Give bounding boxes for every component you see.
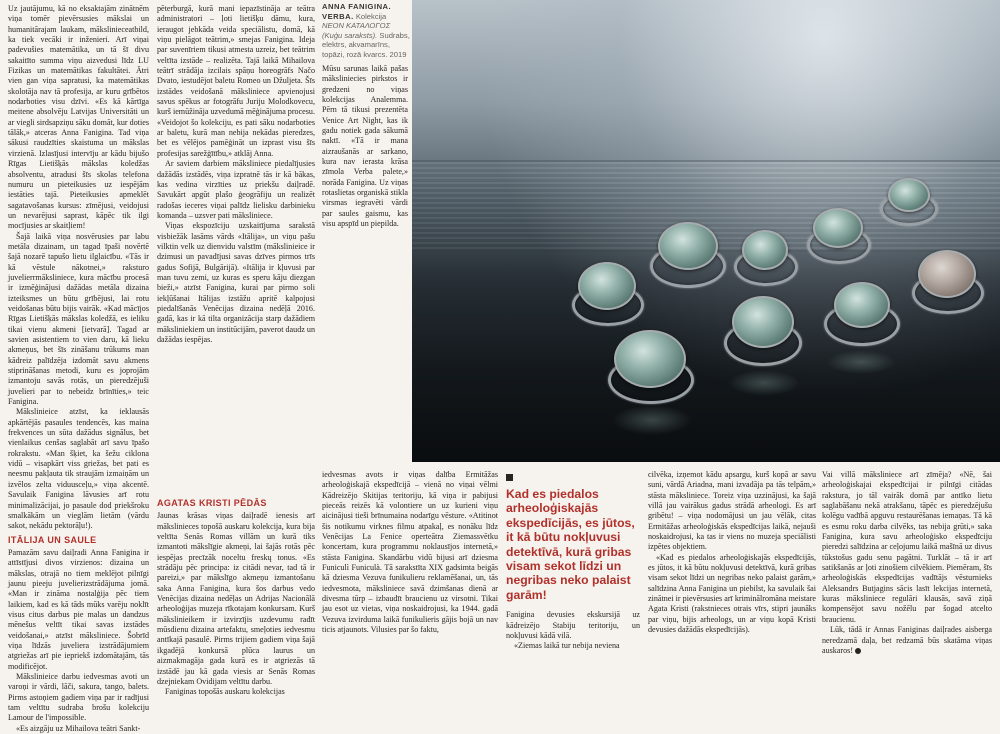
- rings-photo: [412, 0, 1000, 462]
- ring-stone: [578, 262, 636, 310]
- closing-text: Lūk, tādā ir Annas Faniginas daiļrades aisberga neredzamā daļa, bet redzamā būs skatāma viņas auskaros!: [822, 625, 992, 655]
- paragraph: Faniginas topošās auskaru kolekcijas: [165, 687, 285, 697]
- caption-line: Kolekcija: [355, 11, 387, 21]
- paragraph: Pamazām savu daiļradi Anna Fanigina ir attīstījusi divos virzienos: dizaina un mākslas, otrajā no tiem meklējot pilnīgi jaunu pieeju juvelierizstrādājuma jomā. «Man ir zināma nostalģija pēc tiem laikiem, kad es kā tāds mūks varēju noklīt visus citus darbus pie malas un dandzus mēnešus veltīt tikai savas izstādes veidošanai,» atzīst māksliniece. Šobrīd viņa līdzās juveliera izstrādājumiem atgriežas arī pie iepriekš izdomātajām, tās modificējot.: [8, 547, 149, 671]
- photo-caption: [322, 2, 410, 60]
- paragraph: Uz jautājumu, kā no eksaktajām zinātnēm viņa tomēr pievērsusies mākslai un humanitārajam laukam, mākslinieceatbild, ka tiek vecāki ir inženieri. Arī viņai padevušies matemātika, un tā šī divu sakaitīto summa viņu aizvedusi līdz LU Fizikas un matemātikas fakultātei. Ātri vien gan viņa sapratusi, ka matemātikas skolotāja nav tā profesija, ar kuru grībētos nodarboties visu dzīvi. «Es kā kārtīga meitene absolvēju Latvijas Universitāti un ar viegli sirdsapziņu sāku domāt, kur doties tālāk,» atceras Anna Fanigina. Tad viņa sākusi raudzīties skaistuma un mākslas virzienā. Izlasījusi intervīju ar kādu bijušo Rīgas Lietišķās mākslas koledžas absolventu, atradusi šīs skolas telefona numuru un pieteikusies uz iespējām iestāties tajā. Pieteikusies apmeklēt sagatavošanas kursus: zīmējusi, veidojusi un nevarējusi saprast, kāpēc tik ilgi mocījusies ar skaitļiem!: [8, 4, 149, 231]
- paragraph: Mākslinieice darbu iedvesmas avoti un varoņi ir vārdi, lāči, sakura, tango, balets. Pirms astoņiem gadiem viņa par ir radījusi tam veltītu sudraba brošu kolekciju Lamour de l'impossible.: [8, 672, 149, 723]
- paragraph: Vai villā māksliniece arī zīmēja? «Nē, šai arheoloģiskajai ekspedīcijai ir pilnīgi citādas rakstura, jo tāl vairāk domā par antīko lietu saglabāšanu nekā atrakšanu, tāpēc es pieredzējušu kolēgu vadībā apguvu restaurēšanas iemaņas. Tā kā es esmu roku darba cilvēks, tas nebija grūti,» saka Fanigina, kura savu arheoloģisko ekspedīciju pieredzi salīdzina ar ceļojumu laikā mašīnā uz divus tūkstošus gadu senu pagātni. Turklāt – tā ir arī satikšanās ar ļoti zinošiem cilvēkiem. Piemēram, šīs arheoloģiskās ekspedīcijas vadītājs vēsturnieks Aleksandrs Butjagins sācis lasīt lekcijas internetā, kuras māksliniece regulāri klausās, savā ziņā kompensējot savu nožēlu par šogad atcelto braucienu.: [822, 470, 992, 624]
- caption-collection-name: NEON KATAΛΟΓΟΣ: [322, 21, 391, 31]
- paragraph: Mūsu sarunas laikā pašas māksliniecies pirkstos ir gredzeni no viņas kolekcijas Analemma. Pērn tā tikusi prezentēta Venice Art Night, kas ik gadu notiek gada sākumā naktī. «Tā ir mana aizraušanās ar sarkano, kura nav ierasta krāsa zīmola Verba palete,» norāda Fanigina. Uz viņas rotaslietas organiskā stikla virsmas iegravēti vārdi par saules gaismu, kas visu apspīd un piepilda.: [322, 64, 408, 229]
- caption-materials: Sudrabs, elektrs, akvamarīns, topāzi, rozā kvarcs. 2019: [322, 30, 410, 59]
- article-column-3: [322, 64, 408, 464]
- end-mark-icon: [855, 648, 861, 654]
- ring-stone: [742, 230, 788, 270]
- article-column-2: [157, 4, 315, 492]
- ring-stone: [834, 282, 890, 328]
- pull-quote: [500, 470, 640, 663]
- ring-stone: [732, 296, 794, 348]
- article-column-4-bottom: [648, 470, 816, 663]
- paragraph: pēterburgā, kurā mani iepazīstināja ar teātra administratori – ļoti lietišķu dāmu, kura, ieraugot jebkāda veida speciālistu, domā, kā viņu pielāgot teātrim,» smejas Fanigina. Ideja par suvenīriem tikusi atmesta uzreiz, bet teātrim veltīta izstāde – realizēta. Tajā laikā Mihailova teātrī strādāja izcilais spāņu horeogrāfs Načo Dvato, iestudējot baletu Romeo un Džuljeta. Šīs izstādes veidošanā māksliniece apvienojusi savus spēkus ar fotogrāfu Juriju Molodkovecu, kurš iemūžināja uzvedumā mēģinājuma procesu. «Veidojot šo kolekciju, es pati sāku nodarboties ar baletu, kurā man nebija nekādas pieredzes, bet es vēlējos pamēģināt un izprast visu šīs profesijas sarežģītību,» atklāj Anna.: [157, 4, 315, 158]
- paragraph: Viņas ekspozīciju uzskaitījuma sarakstā visbiežāk lasāms vārds «Itālija», un viņu pašu vilktin velk uz dienvidu valstīm (mākslinieice ir dzimusi un pavadījusi savas dzīves pirmos trīs gadus Sofijā, Bulgārijā). «Itālija ir kļuvusi par man tuvu zemi, uz kuras es speru kāju diezgan bieži,» atzīst Fanigina, kurai par pirmo soli iekļūšanai Itālijas izstāžu apritē kalpojusi piedalīšanās Venēcijas dizaina nedēļā 2016. gadā, kas ir kā tilta organizācija starp dažādiem māksliniekiem un institūcijām, paverot daudz un dažādas iespējas.: [157, 221, 315, 344]
- caption-title: ANNA FANIGINA. VERBA.: [322, 2, 392, 21]
- caption-subtitle: (Kuģu saraksts).: [322, 30, 378, 40]
- paragraph: «Ziemas laikā tur nebija neviena: [514, 641, 620, 651]
- ring-stone: [918, 250, 976, 298]
- article-column-2-bottom: [157, 495, 315, 697]
- ring-stone: [813, 208, 863, 248]
- quote-square-icon: [506, 474, 513, 481]
- section-heading-italy: ITĀLIJA UN SAULE: [8, 534, 97, 545]
- ring-stone: [614, 330, 686, 388]
- paragraph: Mākslinieice atzīst, ka ieklausās apkārtējās pasaules tendencēs, kas maina frekvences un sūta dažādus signālus, bet vienlaikus cenšas saglabāt arī savu īpašo rokrakstu. «Man šķiet, ka šežu ciklona vidū – visapkārt viss griežas, bet pati es neesmu pakļauta tik straujām izmaiņām un izvēlos zelta viduusceļu,» viņa akcentē. Savulaik Fanigina lāvusies arī rotu minimalizācijai, jo pasaule dod priekšroku smalkākām un vieglām lietām (vārdu sakot, nekādu pektorāļu!).: [8, 407, 149, 531]
- paragraph: iedvesmas avots ir viņas dalība Ermitāžas arheoloģiskajā ekspedīcijā – vienā no viņai vēlmi Kādreizējo Skitijas teritoriju, kā viņa ir pabijusi pieceās reizēs kā volontiere un uz kurieni viņu aicinājusi tieši brīnumaina nodarīgu vēsture. «Atitinot šis notikumu virknes filmu atpakaļ, es nonāku līdz Venēcijas La Fenice operteātra Ziemassvētku koncertam, kura programmu noklausījos internetā,» stāsta Fanigina. Skandārbu vidū bijusi arī dziesma Funiculì Funiculà. Tā sarakstīta XIX gadsimta beigās kā dziesma Vezuva funikulieru reklamēšanai, un, tās iedvesmota, māksliniece savā dzimšanas dienā ar divesma tūrp – izbaudīt braucienu uz virsotni. Tikai jau esot uz vietas, viņa noskaidrojusi, ka 1944. gadā Vezuva izvirduma laikā funikulieris gājis bojā un nav ticis atjaunots. Vilusies par šo faktu,: [322, 470, 498, 635]
- paragraph: [822, 625, 992, 656]
- article-column-3-bottom: [322, 470, 498, 663]
- paragraph: Jaunas krāsas viņas daiļradē ienesis arī mākslinieces topošā auskaru kolekcija, kura bija veltīta Senās Romas villām un kurā tiks izmantoti mākslīgie akmeņi, lai šajās rotās pēc iespējas precīzāk noceltu freskų tonus. «Es strādāju pēc principa: iz citādi nevar, tad tā ir pareizi,» par mākslīgo akmeņu izmantošanu saka Anna Fanigina, kura šos darbus vedo Venēcijas dizaina nedēļas un Adrijas Nacionālā arheoloģijas muzeja rīkotajam konkursam. Kurš mākslinieikem ir izvirzījis uzdevumu radīt mūsdienu dizaina artefaktu, smeļoties iedvesmu antīkajā pasaulē. Pirms trijiem gadiem viņa šajā ikgadējā konkursā plūca laurus un aizmakmagāja gada kurā es ir atgriezās tā izstādē jau kā gada viesis ar Senās Romas dzejniekam Ovidijam veltītu darbu.: [157, 511, 315, 686]
- article-column-1: [8, 4, 149, 733]
- ring-stone: [888, 178, 930, 212]
- article-column-5-bottom: [822, 470, 992, 663]
- pull-quote-following-text: [506, 610, 640, 651]
- pull-quote-text: Kad es piedalos arheoloģiskajās ekspedīcijās, es jūtos, it kā būtu nokļuvusi detektīvā, kurā gribas visam sekot līdzi un negribas neko palaist garām!: [506, 487, 635, 602]
- paragraph: Fanigina devusies ekskursijā uz kādreizējo Stabiju teritoriju, un nokļuvusi kādā vilā.: [506, 610, 640, 640]
- ring-stone: [658, 222, 718, 270]
- paragraph: «Es aizgāju uz Mihailova teātri Sankt-: [16, 723, 141, 733]
- section-heading-agatha: AGATAS KRISTI PĒDĀS: [157, 498, 267, 508]
- paragraph: Ar saviem darbiem māksliniece piedalījusies dažādās izstādēs, viņa izpratnē tās ir kā bākas, kas vedina virzīties uz priekšu daiļradē. Savukārt apgūt plašo ģeogrāfiju un realizēt radošas ieceres viņai palīdz lielisku darbinieku komanda – uzsver pati māksliniece.: [157, 159, 315, 220]
- paragraph: Šajā laikā viņa nosvērusies par labu metāla dizainam, un tagad īpaši novērtē šajā nozarē tapušo lietu ilglaicību. «Tās ir kā vēstule nākotnei,» raksturo juvelierrmāksliniece, kura mācību procesā ir izmēģinājusi dažādas metāla dizaina izteiksmes un būtu grībējusi, lai rotu veidošanas būtu bijis vairāk. «Kad mācījos Rīgas Lietišķās mākslas koledžā, es ieliku tikai vienu akmeni [ietvarā]. Tagad ar savien asistentiem to vien daru, kā lieku akmeņus, bet šīs zināšanu trūkums man kādreiz palīdzēja izdomāt savu akmens stiprināšanas metodi, kuru es joprojām izmantoju savās rotās, un pieredzējuši juvelieri par to nebeidz brīnīties,» teic Fanigina.: [8, 231, 149, 407]
- paragraph: «Kad es piedalos arheoloģiskajās ekspedīcijās, es jūtos, it kā būtu nokļuvusi detektīvā, kurā gribas visam sekot līdzi un negribas neko palaist garām,» salīdzina Anna Fanigina un piebilst, ka savulaik šai zinātnei ir pievērsusies arī kriminālromāna meistare Agata Kristi (rakstnieces otrais vīrs, stipri jaunāks par viņu, bijis arheologs, un ar viņu kopā Kristi devusies dažādās ekspedīcijās).: [648, 552, 816, 635]
- paragraph: cilvēka, izņemot kādu apsargu, kurš kopā ar savu suni, vārdā Ariadna, mani izvadāja pa tās telpām,» stāsta māksliniece. Toreiz viņa uzzinājusi, ka šajā villā jau vairākus gadus strādā arheologi. Es arī gribētu! – viņa nodomājusi un jau vēlāk, citas Ermitāžas arheoloģiskās ekspedīcijas laikā, nejauši noskaidrojusi, ka tas ir viens no muzeja speciālisti izpētes objektiem.: [648, 470, 816, 552]
